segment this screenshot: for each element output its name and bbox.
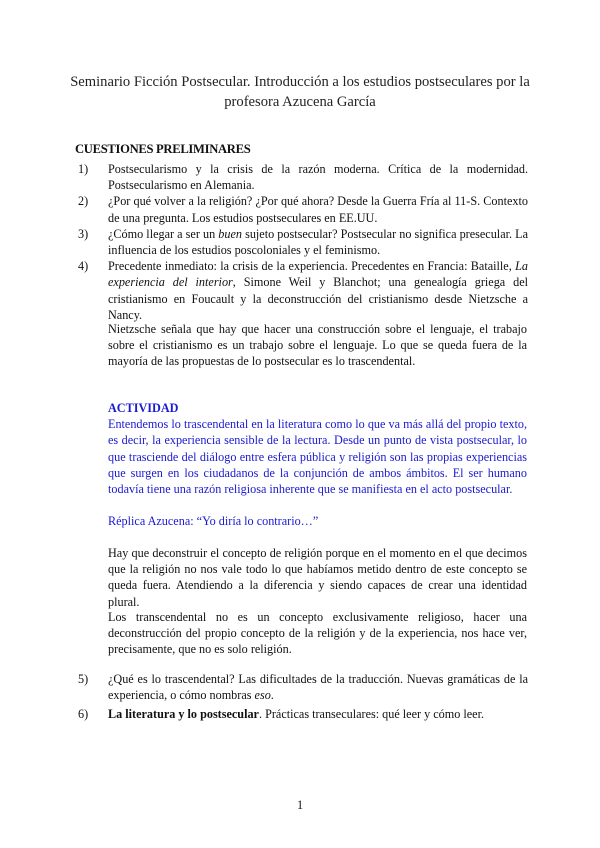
list-text: Postsecularismo y la crisis de la razón moderna. Crítica de la modernidad. Postsecularismo en Alemania. xyxy=(108,162,528,193)
italic-term: buen xyxy=(218,226,242,241)
activity-title: ACTIVIDAD xyxy=(108,401,179,415)
list-number: 2) xyxy=(78,194,89,209)
list-item-3 xyxy=(78,226,528,258)
list-item-1 xyxy=(78,161,528,193)
list-item-2 xyxy=(78,193,528,225)
activity-text: Entendemos lo trascendental en la literatura como lo que va más allá del propio texto, es decir, la experiencia sensible de la lectura. Desde un punto de vista postsecular, lo que trasciende del diálogo entre esfera pública y religión son las propias experiencias que surgen en los ciudadanos de la conjunción de ambos ámbitos. El ser humano todavía tiene una razón religiosa inherente que se manifiesta en el acto postsecular. xyxy=(108,417,527,497)
transcendental-paragraph: Los transcendental no es un concepto exclusivamente religioso, hacer una deconstrucción del propio concepto de la religión y de la experiencia, nos hace ver, precisamente, que no es solo religión. xyxy=(108,610,527,657)
list-number: 3) xyxy=(78,226,89,241)
list-number: 4) xyxy=(78,259,89,274)
list-number: 1) xyxy=(78,162,89,176)
list-number: 5) xyxy=(78,672,89,686)
list-item-5 xyxy=(78,671,528,703)
list-text: Precedente inmediato: la crisis de la experiencia. Precedentes en Francia: Bataille, La experiencia del interior, Simone Weil y Blanchot; una genealogía griega del cristianismo en Foucault y la deconstrucción del cristianismo desde Nietzsche a Nancy. xyxy=(108,259,528,322)
reply-azucena: Réplica Azucena: “Yo diría lo contrario…” xyxy=(108,514,319,528)
italic-title: La experiencia del interior xyxy=(108,259,528,290)
preliminary-list-continued xyxy=(78,671,528,723)
preliminary-list xyxy=(78,161,528,323)
list-number: 6) xyxy=(78,707,89,722)
page-number: 1 xyxy=(296,798,304,812)
list-text: La literatura y lo postsecular. Prácticas transeculares: qué leer y cómo leer. xyxy=(108,707,485,722)
list-text: ¿Cómo llegar a ser un buen sujeto postsecular? Postsecular no significa presecular. La influencia de los estudios poscoloniales y el feminismo. xyxy=(108,226,528,258)
list-text: ¿Qué es lo trascendental? Las dificultades de la traducción. Nuevas gramáticas de la experiencia, o cómo nombras eso. xyxy=(108,672,528,703)
document-title: Seminario Ficción Postsecular. Introducción a los estudios postseculares por la profesora Azucena García xyxy=(70,74,530,110)
bold-term: La literatura y lo postsecular xyxy=(108,707,259,722)
italic-term: eso xyxy=(254,688,271,703)
section-heading: CUESTIONES PRELIMINARES xyxy=(75,142,251,156)
activity-block xyxy=(108,400,527,497)
deconstruct-paragraph: Hay que deconstruir el concepto de religión porque en el momento en el que decimos que la religión no nos vale todo lo que habíamos metido dentro de este concepto se queda fuera. Atendiendo a la diferencia y siendo capaces de crear una identidad plural. xyxy=(108,546,527,609)
list-item-6 xyxy=(78,706,528,722)
list-item-4 xyxy=(78,258,528,323)
list-text: ¿Por qué volver a la religión? ¿Por qué ahora? Desde la Guerra Fría al 11-S. Contexto de una pregunta. Los estudios postseculares en EE.UU. xyxy=(108,194,528,225)
nietzsche-paragraph: Nietzsche señala que hay que hacer una construcción sobre el lenguaje, el trabajo sobre el cristianismo es un trabajo sobre el lenguaje. Lo que se queda fuera de la mayoría de las propuestas de lo postsecular es lo trascendental. xyxy=(108,322,527,369)
